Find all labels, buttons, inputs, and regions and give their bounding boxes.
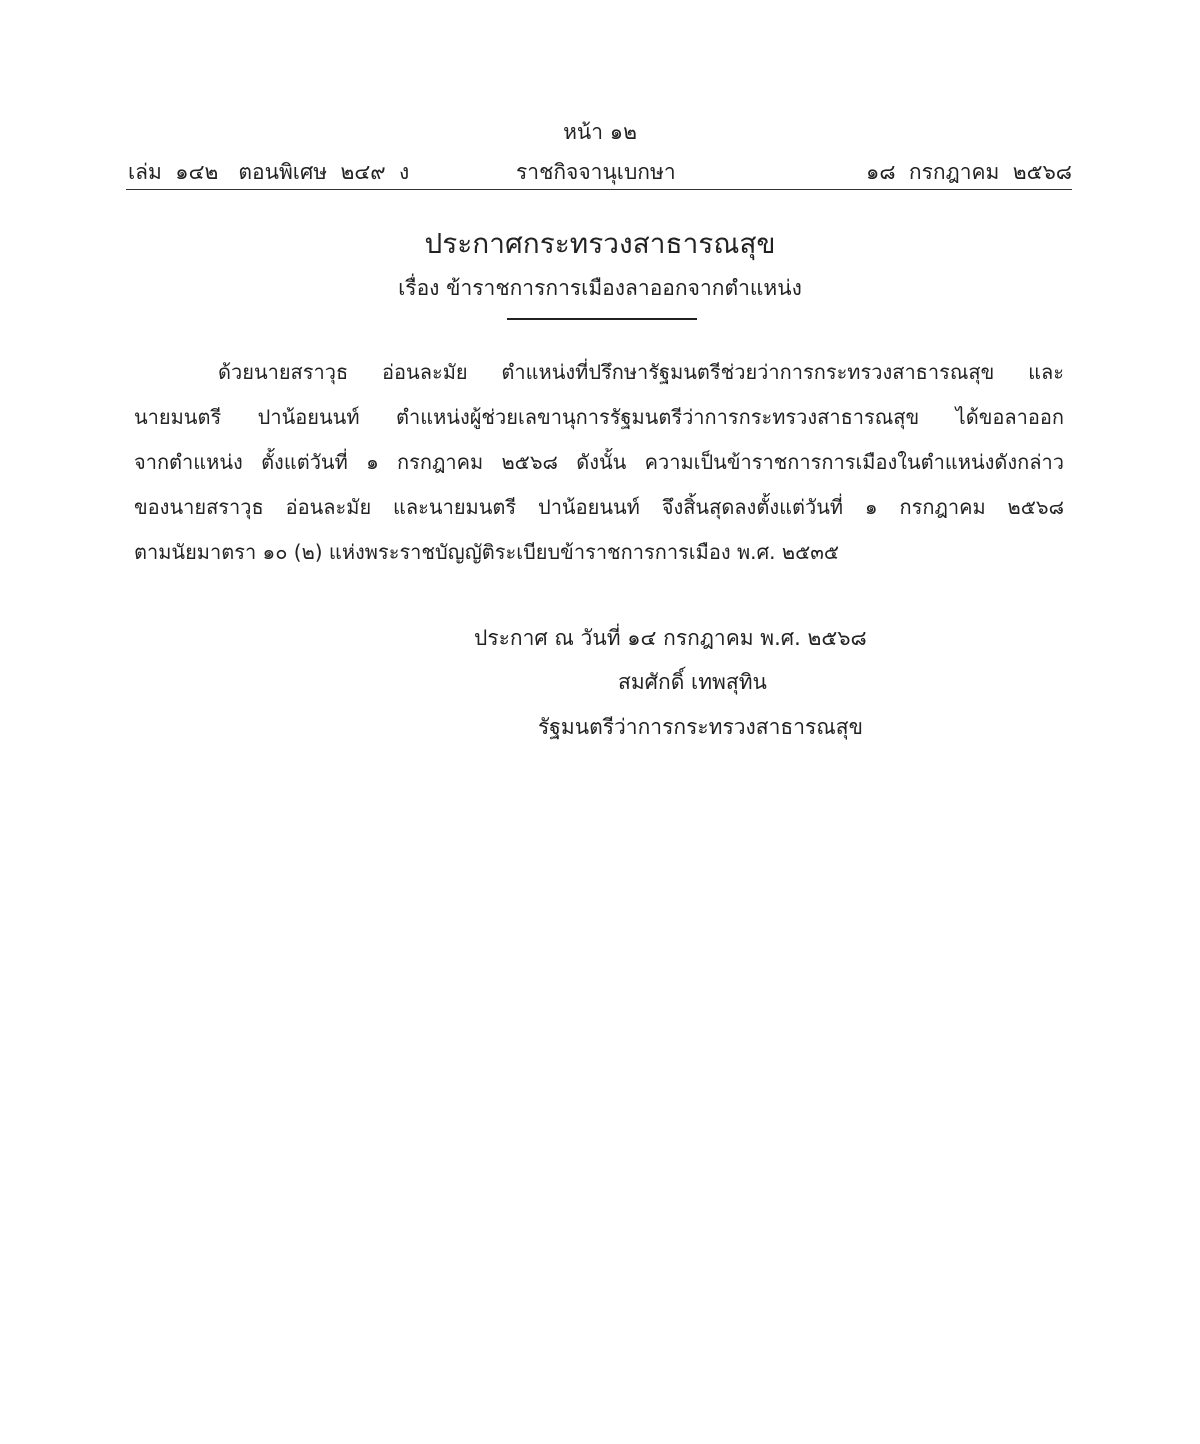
announcement-date: ประกาศ ณ วันที่ ๑๔ กรกฎาคม พ.ศ. ๒๕๖๘ [474,626,867,650]
header-divider [126,189,1072,190]
gazette-header [128,156,1072,188]
gazette-name: ราชกิจจานุเบกษา [516,160,676,184]
publication-date: ๑๘ กรกฎาคม ๒๕๖๘ [866,160,1072,184]
body-line: ตามนัยมาตรา ๑๐ (๒) แห่งพระราชบัญญัติระเบียบข้าราชการการเมือง พ.ศ. ๒๕๓๕ [134,540,840,564]
signatory-position: รัฐมนตรีว่าการกระทรวงสาธารณสุข [538,715,863,739]
body-line: นายมนตรี ปาน้อยนนท์ ตำแหน่งผู้ช่วยเลขานุการรัฐมนตรีว่าการกระทรวงสาธารณสุข ได้ขอลาออก [134,405,1064,429]
announcement-body [134,350,1064,575]
signatory-name: สมศักดิ์ เทพสุทิน [618,670,767,694]
body-line: ด้วยนายสราวุธ อ่อนละมัย ตำแหน่งที่ปรึกษารัฐมนตรีช่วยว่าการกระทรวงสาธารณสุข และ [218,360,1064,384]
body-line: จากตำแหน่ง ตั้งแต่วันที่ ๑ กรกฎาคม ๒๕๖๘ ดังนั้น ความเป็นข้าราชการการเมืองในตำแหน่งดังกล่าว [134,450,1064,474]
volume-issue: เล่ม ๑๔๒ ตอนพิเศษ ๒๔๙ ง [128,160,410,184]
announcement-subject: เรื่อง ข้าราชการการเมืองลาออกจากตำแหน่ง [398,276,802,300]
title-divider [507,318,697,320]
announcement-title: ประกาศกระทรวงสาธารณสุข [424,227,776,260]
body-line: ของนายสราวุธ อ่อนละมัย และนายมนตรี ปาน้อยนนท์ จึงสิ้นสุดลงตั้งแต่วันที่ ๑ กรกฎาคม ๒๕๖๘ [134,495,1064,519]
page-number: หน้า ๑๒ [563,120,637,144]
